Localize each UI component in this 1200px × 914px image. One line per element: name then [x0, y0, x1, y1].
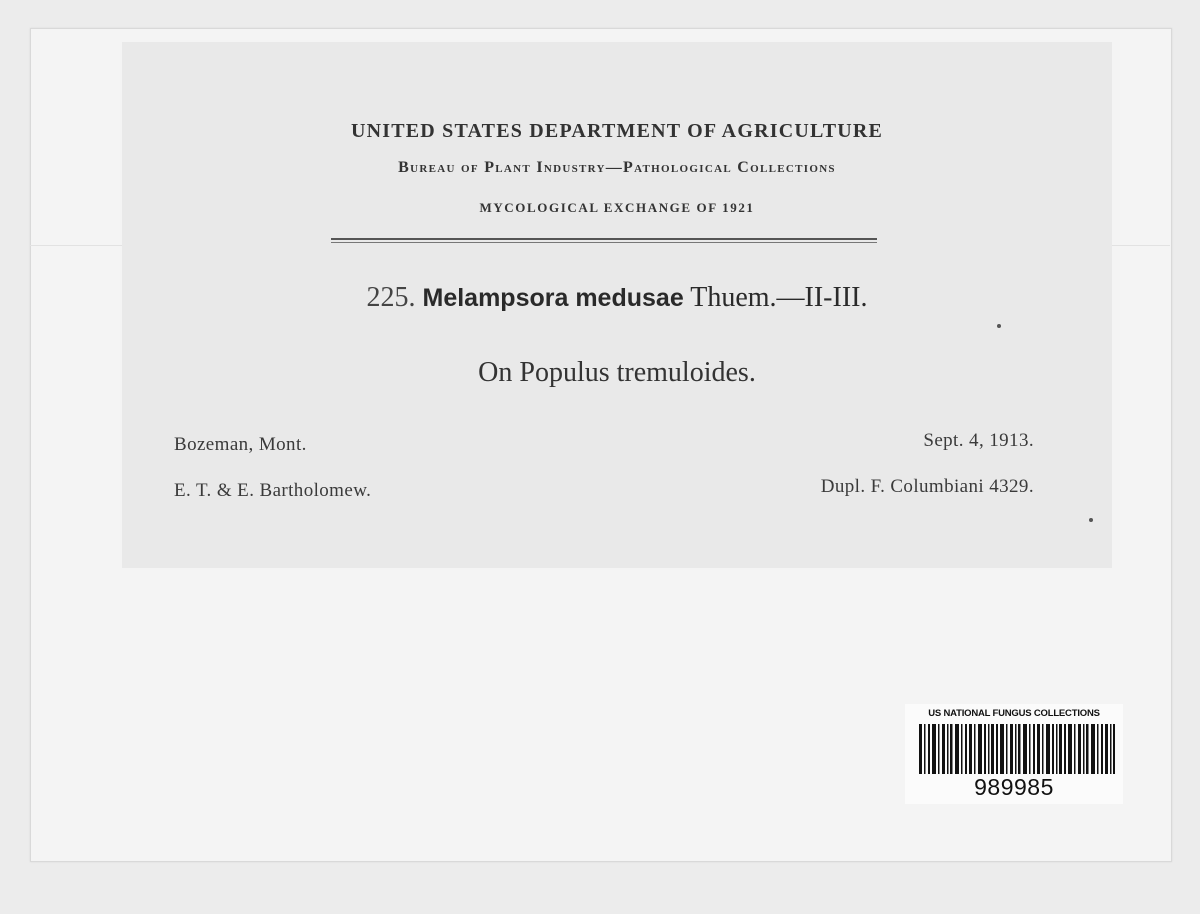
species-line	[122, 282, 1112, 314]
specimen-label	[122, 42, 1112, 568]
header-department: UNITED STATES DEPARTMENT OF AGRICULTURE	[350, 120, 884, 142]
exsiccata-number: Dupl. F. Columbiani 4329.	[820, 476, 1034, 497]
barcode-label	[905, 704, 1123, 804]
locality: Bozeman, Mont.	[174, 434, 307, 455]
barcode-title: US NATIONAL FUNGUS COLLECTIONS	[928, 708, 1100, 719]
paper-speck	[1089, 518, 1093, 522]
species-name: Melampsora medusae	[422, 284, 684, 312]
barcode-number: 989985	[974, 774, 1054, 800]
collectors: E. T. & E. Bartholomew.	[174, 480, 372, 501]
header-bureau: Bureau of Plant Industry—Pathological Collections	[398, 159, 836, 176]
header-divider	[331, 238, 877, 243]
specimen-number: 225.	[366, 282, 416, 313]
collection-date: Sept. 4, 1913.	[923, 430, 1034, 451]
host-plant: On Populus tremuloides.	[478, 357, 756, 388]
authority-stages: Thuem.—II-III.	[690, 282, 868, 313]
barcode-icon	[919, 724, 1115, 774]
paper-speck	[997, 324, 1001, 328]
header-exchange: MYCOLOGICAL EXCHANGE OF 1921	[479, 200, 755, 215]
